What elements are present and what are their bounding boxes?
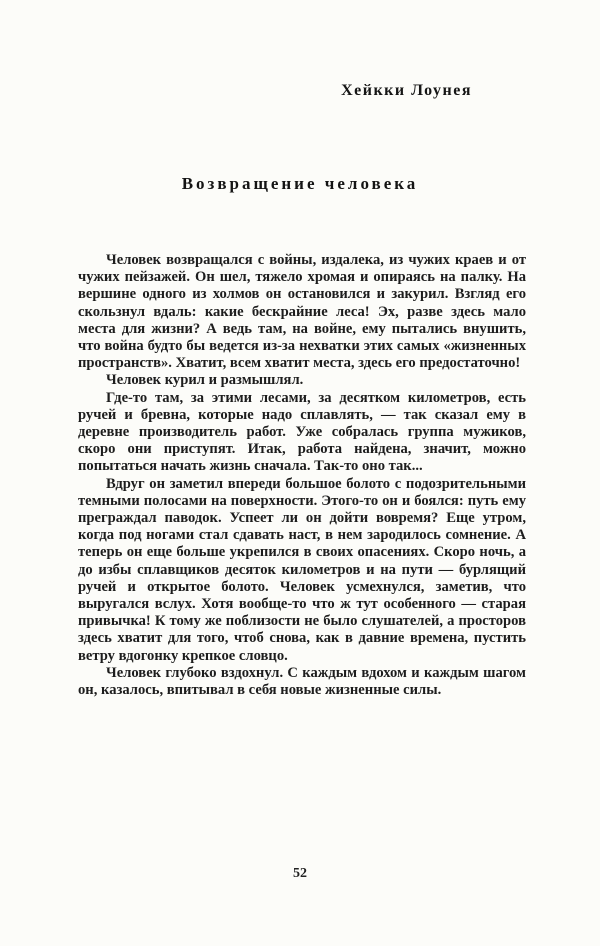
author-line: Хейкки Лоунея [341,82,472,99]
story-paragraph: Человек глубоко вздохнул. С каждым вдохом и каждым шагом он, казалось, впитывал в себя новые жизненные силы. [78,664,526,699]
story-paragraph: Где-то там, за этими лесами, за десятком километров, есть ручей и бревна, которые надо сплавлять, — так сказал ему в деревне производитель работ. Уже собралась группа мужиков, скоро они приступят. Итак, работа найдена, значит, можно попытаться начать жизнь сначала. Так-то оно так... [78,389,526,475]
story-paragraph: Человек возвращался с войны, издалека, из чужих краев и от чужих пейзажей. Он шел, тяжело хромая и опираясь на палку. На вершине одного из холмов он остановился и закурил. Взгляд его скользнул вдаль: какие бескрайние леса! Эх, разве здесь мало места для жизни? А ведь там, на войне, ему пытались внушить, что война будто бы ведется из-за нехватки этих самых «жизненных пространств». Хватит, всем хватит места, здесь его предостаточно! [78,252,526,372]
story-paragraph: Человек курил и размышлял. [106,372,304,389]
story-paragraph: Вдруг он заметил впереди большое болото с подозрительными темными полосами на поверхности. Этого-то он и боялся: путь ему преграждал паводок. Успеет ли он дойти вовремя? Еще утром, когда под ногами стал сдавать наст, в нем зародилось сомнение. А теперь он еще больше укрепился в своих опасениях. Скоро ночь, а до избы сплавщиков десяток километров и на пути — бурлящий ручей и открытое болото. Человек усмехнулся, заметив, что выругался вслух. Хотя вообще-то что ж тут особенного — старая привычка! К тому же поблизости не было слушателей, а просторов здесь хватит для того, чтоб снова, как в давние времена, пустить ветру вдогонку крепкое словцо. [78,475,526,664]
story-title: Возвращение человека [181,174,419,193]
page-number: 52 [293,866,307,881]
story-body [78,252,526,699]
